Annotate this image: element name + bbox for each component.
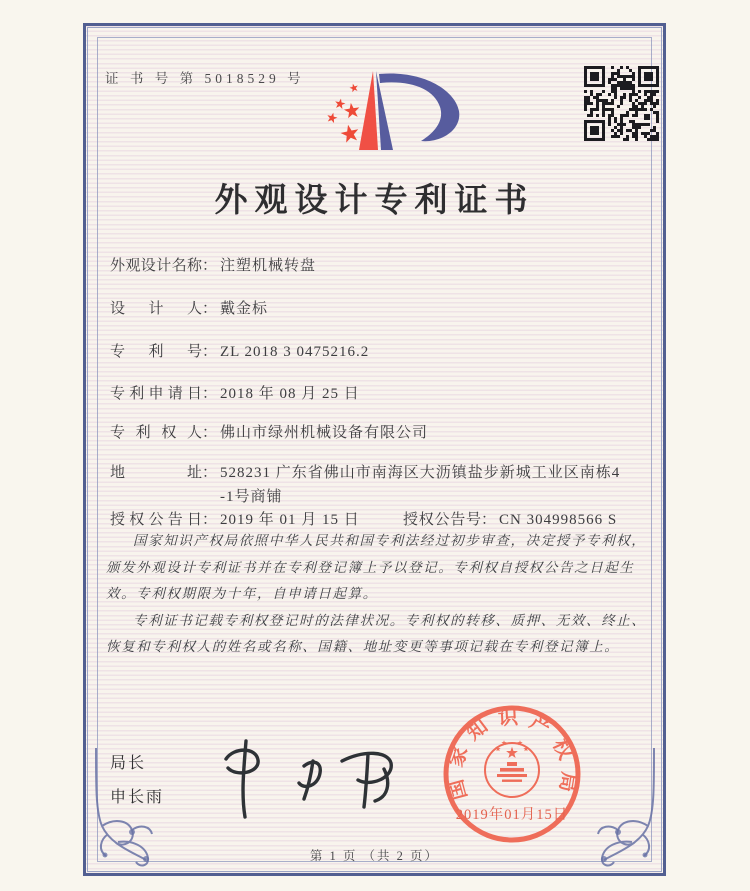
field-patent-number <box>110 340 650 361</box>
field-value: CN 304998566 S <box>499 512 618 528</box>
field-value: 528231 广东省佛山市南海区大沥镇盐步新城工业区南栋4 <box>220 465 621 481</box>
field-patentee <box>110 421 650 442</box>
field-value: 2018 年 08 月 25 日 <box>220 386 360 402</box>
director-name: 申长雨 <box>110 789 165 806</box>
field-label: 地址 <box>110 465 202 481</box>
field-grant <box>110 508 650 529</box>
field-colon: ： <box>202 425 218 441</box>
seal-date: 2019年01月15日 <box>455 807 569 823</box>
field-colon: ： <box>202 386 218 402</box>
legal-paragraph-1: 国家知识产权局依照中华人民共和国专利法经过初步审查，决定授予专利权，颁发外观设计专利证书并在专利登记簿上予以登记。专利权自授权公告之日起生效。专利权期限为十年，自申请日起算。 <box>106 533 647 601</box>
seal-org-text: 国家知识产权局 <box>444 706 580 803</box>
field-value: ZL 2018 3 0475216.2 <box>220 344 370 360</box>
certificate-number: 证 书 号 第 5018529 号 <box>105 71 305 86</box>
field-label: 设计人 <box>110 301 202 317</box>
field-label: 外观设计名称 <box>110 258 202 274</box>
official-seal <box>436 702 588 854</box>
field-colon: ： <box>202 465 218 481</box>
director-title: 局长 <box>110 755 147 772</box>
page-number: 第 1 页 （共 2 页） <box>309 849 440 863</box>
field-label: 专利权人 <box>110 425 202 441</box>
field-label: 授权公告日 <box>110 512 202 528</box>
field-value: 注塑机械转盘 <box>220 258 317 274</box>
field-colon: ： <box>202 258 218 274</box>
field-address <box>110 461 650 482</box>
field-value: 佛山市绿州机械设备有限公司 <box>220 425 429 441</box>
field-filing-date <box>110 382 650 403</box>
field-address-line2: -1号商铺 <box>220 489 283 505</box>
certificate-title: 外观设计专利证书 <box>214 183 535 219</box>
field-colon: ： <box>481 512 497 528</box>
field-value: 2019 年 01 月 15 日 <box>220 512 360 528</box>
field-label: 专利号 <box>110 344 202 360</box>
field-value: 戴金标 <box>220 301 269 317</box>
legal-paragraph-2: 专利证书记载专利权登记时的法律状况。专利权的转移、质押、无效、终止、恢复和专利权人的姓名或名称、国籍、地址变更等事项记载在专利登记簿上。 <box>106 612 647 654</box>
field-colon: ： <box>202 512 218 528</box>
field-grant-number <box>403 508 617 529</box>
director-signature <box>212 733 412 833</box>
qr-code <box>584 66 659 141</box>
cnipa-logo-icon <box>323 57 483 169</box>
field-colon: ： <box>202 301 218 317</box>
field-colon: ： <box>202 344 218 360</box>
field-label: 专利申请日 <box>110 386 202 402</box>
field-design-name <box>110 254 650 275</box>
national-emblem-icon <box>485 740 539 797</box>
legal-text <box>106 528 651 661</box>
field-designer <box>110 297 650 318</box>
field-label: 授权公告号 <box>403 512 481 528</box>
